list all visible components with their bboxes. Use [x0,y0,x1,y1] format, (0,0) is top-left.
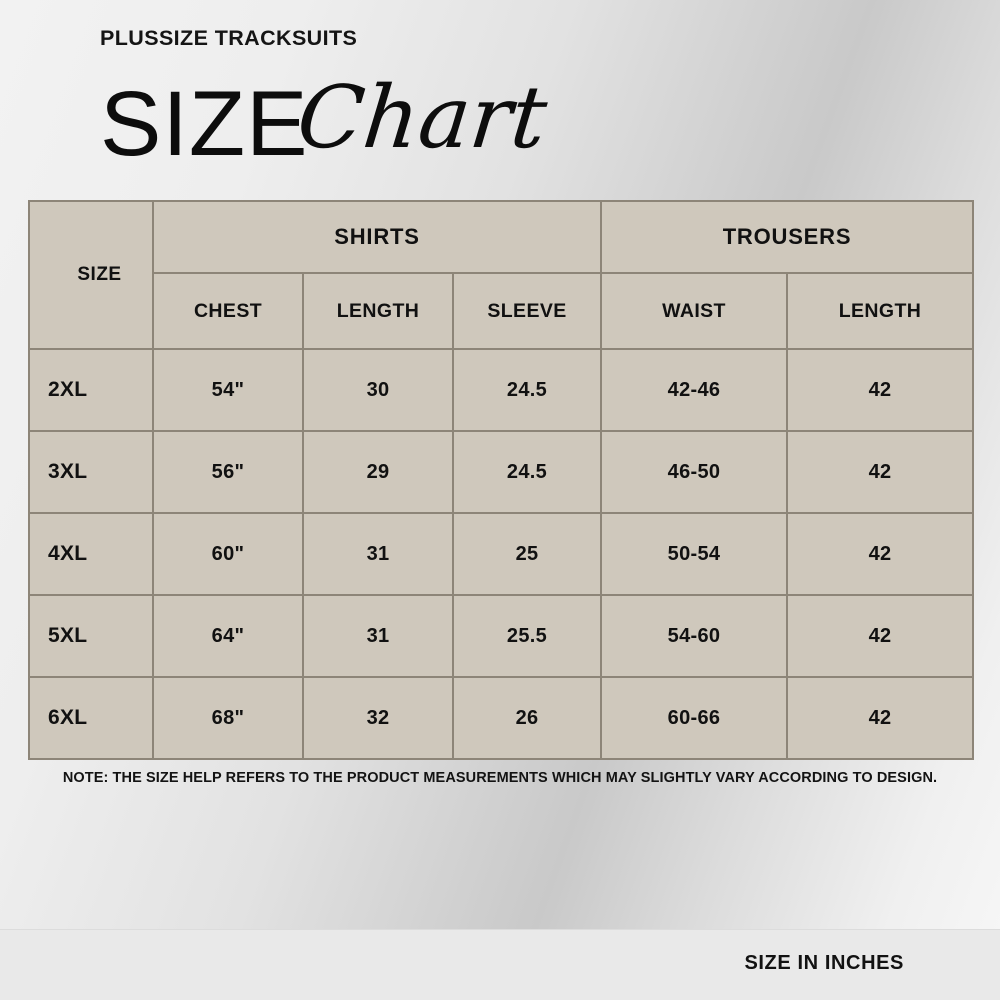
cell-waist: 50-54 [601,513,787,595]
size-chart-table-wrapper [28,200,972,760]
cell-shirt-length: 31 [303,595,453,677]
size-chart-table [28,200,974,760]
cell-waist: 60-66 [601,677,787,759]
page-title-main: SIZE [100,73,309,175]
table-row [29,595,973,677]
table-row [29,677,973,759]
cell-chest: 56" [153,431,303,513]
header-chest: CHEST [153,273,303,349]
cell-sleeve: 24.5 [453,349,601,431]
cell-chest: 64" [153,595,303,677]
cell-size: 5XL [29,595,153,677]
footer-units-label: SIZE IN INCHES [744,952,904,974]
page-title-script: Chart [292,68,552,168]
cell-chest: 60" [153,513,303,595]
table-row [29,513,973,595]
cell-shirt-length: 31 [303,513,453,595]
header-shirts: SHIRTS [153,201,601,273]
cell-shirt-length: 29 [303,431,453,513]
table-row [29,431,973,513]
cell-sleeve: 24.5 [453,431,601,513]
page-kicker: PLUSSIZE TRACKSUITS [100,26,358,50]
footer-bar [0,929,1000,1000]
cell-chest: 68" [153,677,303,759]
header-shirt-length: LENGTH [303,273,453,349]
cell-waist: 54-60 [601,595,787,677]
cell-trouser-length: 42 [787,431,973,513]
header-size: SIZE [29,201,153,349]
table-header-row-subs [29,273,973,349]
cell-trouser-length: 42 [787,677,973,759]
table-header-row-groups [29,201,973,273]
cell-shirt-length: 32 [303,677,453,759]
cell-size: 3XL [29,431,153,513]
header-trouser-length: LENGTH [787,273,973,349]
cell-sleeve: 25.5 [453,595,601,677]
size-note: NOTE: THE SIZE HELP REFERS TO THE PRODUCT MEASUREMENTS WHICH MAY SLIGHTLY VARY ACCORDING TO DESIGN. [62,770,938,786]
header-trousers: TROUSERS [601,201,973,273]
cell-size: 4XL [29,513,153,595]
page-title [100,68,800,182]
cell-trouser-length: 42 [787,349,973,431]
cell-chest: 54" [153,349,303,431]
cell-sleeve: 26 [453,677,601,759]
cell-trouser-length: 42 [787,595,973,677]
header-sleeve: SLEEVE [453,273,601,349]
cell-shirt-length: 30 [303,349,453,431]
table-row [29,349,973,431]
cell-waist: 46-50 [601,431,787,513]
cell-size: 6XL [29,677,153,759]
header-waist: WAIST [601,273,787,349]
cell-waist: 42-46 [601,349,787,431]
cell-size: 2XL [29,349,153,431]
cell-sleeve: 25 [453,513,601,595]
cell-trouser-length: 42 [787,513,973,595]
